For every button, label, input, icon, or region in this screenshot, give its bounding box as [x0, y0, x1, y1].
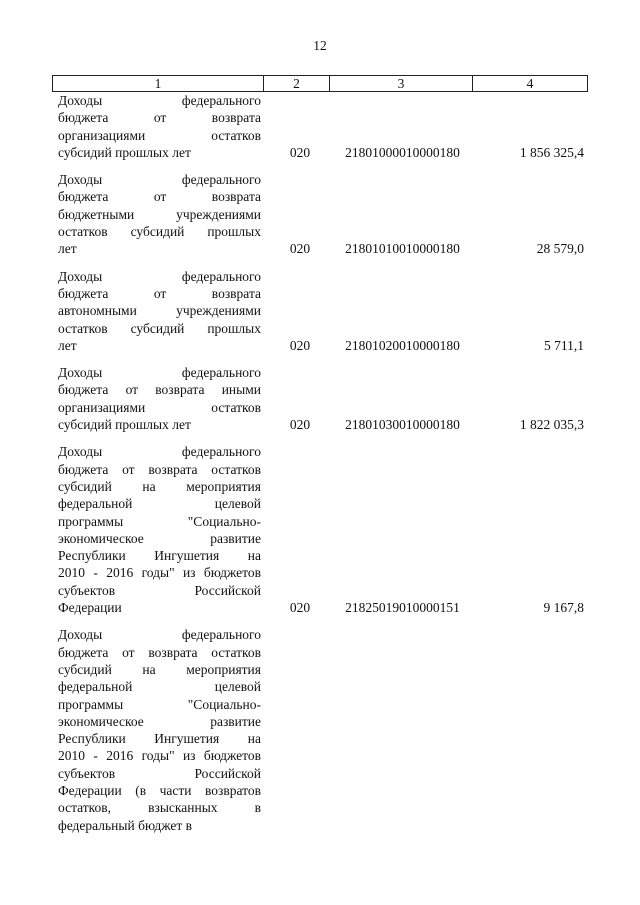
- description-line: федеральной целевой: [58, 679, 261, 695]
- row-budget-code: 21801000010000180: [345, 144, 460, 160]
- description-line: организациями остатков: [58, 399, 261, 415]
- header-col-4: 4: [526, 76, 534, 91]
- description-line: бюджетными учреждениями: [58, 206, 261, 222]
- description-line: бюджета от возврата иными: [58, 382, 261, 398]
- description-line: субсидий на мероприятия: [58, 661, 261, 677]
- description-line: остатков субсидий прошлых: [58, 320, 261, 336]
- description-line: субъектов Российской: [58, 582, 261, 598]
- description-line: субсидий на мероприятия: [58, 478, 261, 494]
- row-admin-code: 020: [289, 600, 311, 616]
- description-line: автономными учреждениями: [58, 303, 261, 319]
- description-line: бюджета от возврата: [58, 189, 261, 205]
- table-header: [52, 75, 588, 92]
- description-line: бюджета от возврата остатков: [58, 461, 261, 477]
- description-line: субсидий прошлых лет: [58, 417, 191, 433]
- description-line: лет: [58, 337, 77, 353]
- description-line: федеральный бюджет в: [58, 817, 192, 833]
- table-row: [52, 443, 588, 616]
- row-admin-code: 020: [289, 337, 311, 353]
- description-line: 2010 - 2016 годы" из бюджетов: [58, 748, 261, 764]
- description-line: бюджета от возврата: [58, 285, 261, 301]
- description-line: субсидий прошлых лет: [58, 144, 191, 160]
- description-line: лет: [58, 241, 77, 257]
- row-amount: 5 711,1: [544, 337, 584, 353]
- row-amount: 28 579,0: [536, 241, 584, 257]
- row-admin-code: 020: [289, 241, 311, 257]
- description-line: Доходы федерального: [58, 93, 261, 108]
- row-budget-code: 21825019010000151: [345, 600, 460, 616]
- description-line: бюджета от возврата остатков: [58, 644, 261, 660]
- description-line: Федерации: [58, 600, 122, 616]
- description-line: остатков, взысканных в: [58, 800, 261, 816]
- description-line: Республики Ингушетия на: [58, 548, 261, 564]
- description-line: Федерации (в части возвратов: [58, 782, 261, 798]
- description-line: программы "Социально-: [58, 513, 261, 529]
- header-col-2: 2: [264, 76, 330, 91]
- header-col-3: 3: [330, 76, 473, 91]
- table-row: [52, 626, 588, 834]
- description-line: Доходы федерального: [58, 365, 261, 381]
- description-line: экономическое развитие: [58, 713, 261, 729]
- row-amount: 1 856 325,4: [519, 144, 584, 160]
- description-line: Доходы федерального: [58, 444, 261, 460]
- row-budget-code: 21801020010000180: [345, 337, 460, 353]
- table-row: [52, 171, 588, 257]
- description-line: Республики Ингушетия на: [58, 731, 261, 747]
- row-amount: 1 822 035,3: [519, 417, 584, 433]
- header-col-1: 1: [53, 76, 264, 91]
- row-description: [58, 92, 261, 161]
- row-admin-code: 020: [289, 144, 311, 160]
- row-admin-code: 020: [289, 417, 311, 433]
- row-description: [58, 626, 261, 834]
- description-line: 2010 - 2016 годы" из бюджетов: [58, 565, 261, 581]
- description-line: Доходы федерального: [58, 268, 261, 284]
- row-budget-code: 21801010010000180: [345, 241, 460, 257]
- description-line: субъектов Российской: [58, 765, 261, 781]
- description-line: Доходы федерального: [58, 627, 261, 643]
- description-line: Доходы федерального: [58, 172, 261, 188]
- table-body: [52, 92, 588, 844]
- description-line: экономическое развитие: [58, 530, 261, 546]
- description-line: организациями остатков: [58, 127, 261, 143]
- row-budget-code: 21801030010000180: [345, 417, 460, 433]
- row-amount: 9 167,8: [543, 600, 584, 616]
- description-line: остатков субсидий прошлых: [58, 224, 261, 240]
- description-line: программы "Социально-: [58, 696, 261, 712]
- description-line: федеральной целевой: [58, 496, 261, 512]
- table-row: [52, 92, 588, 161]
- description-line: бюджета от возврата: [58, 110, 261, 126]
- table-row: [52, 268, 588, 354]
- row-description: [58, 171, 261, 257]
- row-description: [58, 364, 261, 433]
- page-number: 12: [313, 38, 327, 53]
- row-description: [58, 443, 261, 616]
- row-description: [58, 268, 261, 354]
- table-row: [52, 364, 588, 433]
